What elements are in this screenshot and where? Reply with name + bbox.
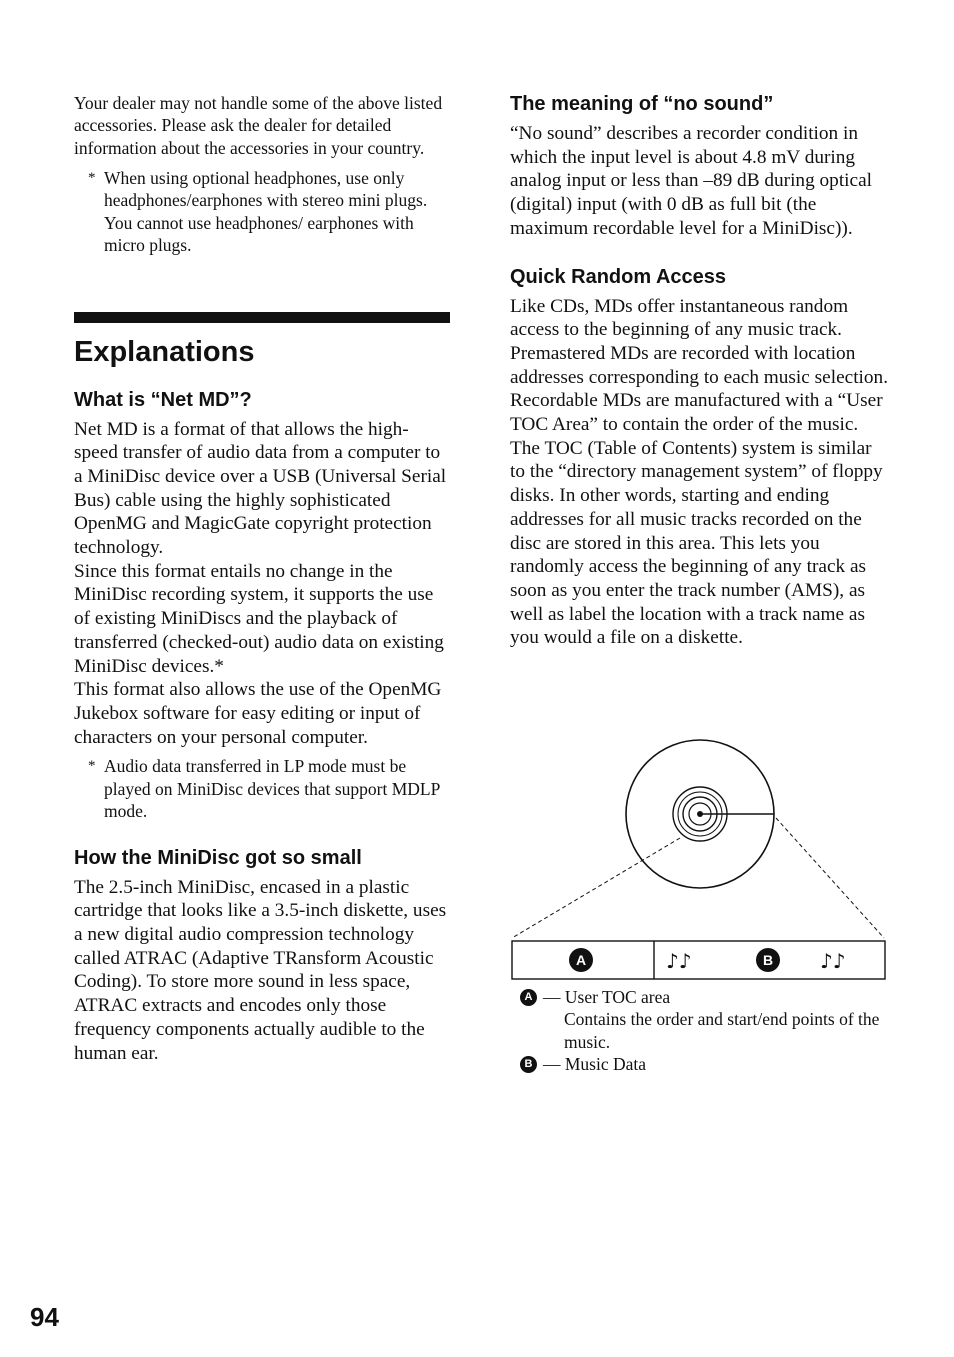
zoom-line-right: [776, 818, 884, 938]
left-column: [74, 92, 450, 1065]
lp-mode-note: [88, 755, 450, 822]
legend-b-text: — Music Data: [543, 1054, 647, 1075]
headphones-note-text: When using optional headphones, use only headphones/earphones with stereo mini plugs. You cannot use headphones/ earphones with micro plugs.: [104, 167, 428, 256]
section-title: Explanations: [74, 335, 255, 368]
random-access-paragraph-2: Recordable MDs are manufactured with a “User TOC Area” to contain the order of the music. The TOC (Table of Contents) system is similar to the “directory management system” of floppy disks. In other words, starting and ending addresses for all music tracks recorded on the disc are stored in this area. This lets you randomly access the beginning of any track as soon as you enter the track number (AMS), as well as label the location with a track name as you would a file on a diskette.: [510, 390, 883, 649]
diagram-legend: [520, 986, 890, 1076]
lp-mode-note-text: Audio data transferred in LP mode must be played on MiniDisc devices that support MDLP mode.: [104, 756, 440, 822]
label-a-text: A: [575, 952, 587, 968]
legend-a-detail: Contains the order and start/end points of the music.: [564, 1009, 880, 1052]
no-sound-heading: The meaning of “no sound”: [510, 93, 774, 115]
minidisc-small-paragraph: The 2.5-inch MiniDisc, encased in a plastic cartridge that looks like a 3.5-inch diskette, uses a new digital audio compression technology called ATRAC (Adaptive TRansform Acoustic Coding). To store more sound in less space, ATRAC extracts and encodes only those frequency components actually audible to the human ear.: [74, 876, 447, 1064]
page-number: 94: [30, 1302, 59, 1332]
net-md-heading: What is “Net MD”?: [74, 388, 252, 411]
net-md-paragraph-3: This format also allows the use of the OpenMG Jukebox software for easy editing or input of characters on your personal computer.: [74, 679, 442, 748]
music-notes-icon: ♪♪: [820, 949, 846, 973]
label-b-text: B: [762, 952, 774, 968]
net-md-paragraph-2: Since this format entails no change in the MiniDisc recording system, it supports the use of existing MiniDiscs and the playback of transferred (checked-out) audio data on existing MiniDisc devices.*: [74, 560, 444, 677]
random-access-paragraph-1: Like CDs, MDs offer instantaneous random access to the beginning of any music track. Premastered MDs are recorded with location addresses corresponding to each music selection.: [510, 295, 889, 388]
legend-b-badge: B: [520, 1056, 537, 1073]
intro-paragraph: Your dealer may not handle some of the above listed accessories. Please ask the dealer for detailed information about the accessories in your country.: [74, 93, 443, 158]
legend-row-b: [520, 1053, 890, 1075]
legend-a-badge: A: [520, 989, 537, 1006]
headphones-note: [88, 167, 450, 257]
random-access-heading: Quick Random Access: [510, 265, 727, 288]
note-asterisk: *: [88, 758, 96, 775]
minidisc-toc-diagram: [508, 738, 888, 983]
legend-a-text: — User TOC area: [543, 987, 671, 1007]
note-asterisk: *: [88, 169, 96, 186]
music-notes-icon: ♪♪: [666, 949, 692, 973]
no-sound-paragraph: “No sound” describes a recorder condition in which the input level is about 4.8 mV during analog input or less than –89 dB during optical (digital) input (with 0 dB as full bit (the maximum recordable level for a MiniDisc)).: [510, 123, 873, 239]
minidisc-small-heading: How the MiniDisc got so small: [74, 846, 362, 869]
section-divider-bar: [74, 312, 450, 323]
legend-row-a: [520, 986, 890, 1008]
right-column: [510, 92, 888, 650]
zoom-line-left: [512, 838, 680, 938]
net-md-paragraph-1: Net MD is a format of that allows the high-speed transfer of audio data from a computer to a MiniDisc device over a USB (Universal Serial Bus) cable using the highly sophisticated OpenMG and MagicGate copyright protection technology.: [74, 418, 447, 559]
